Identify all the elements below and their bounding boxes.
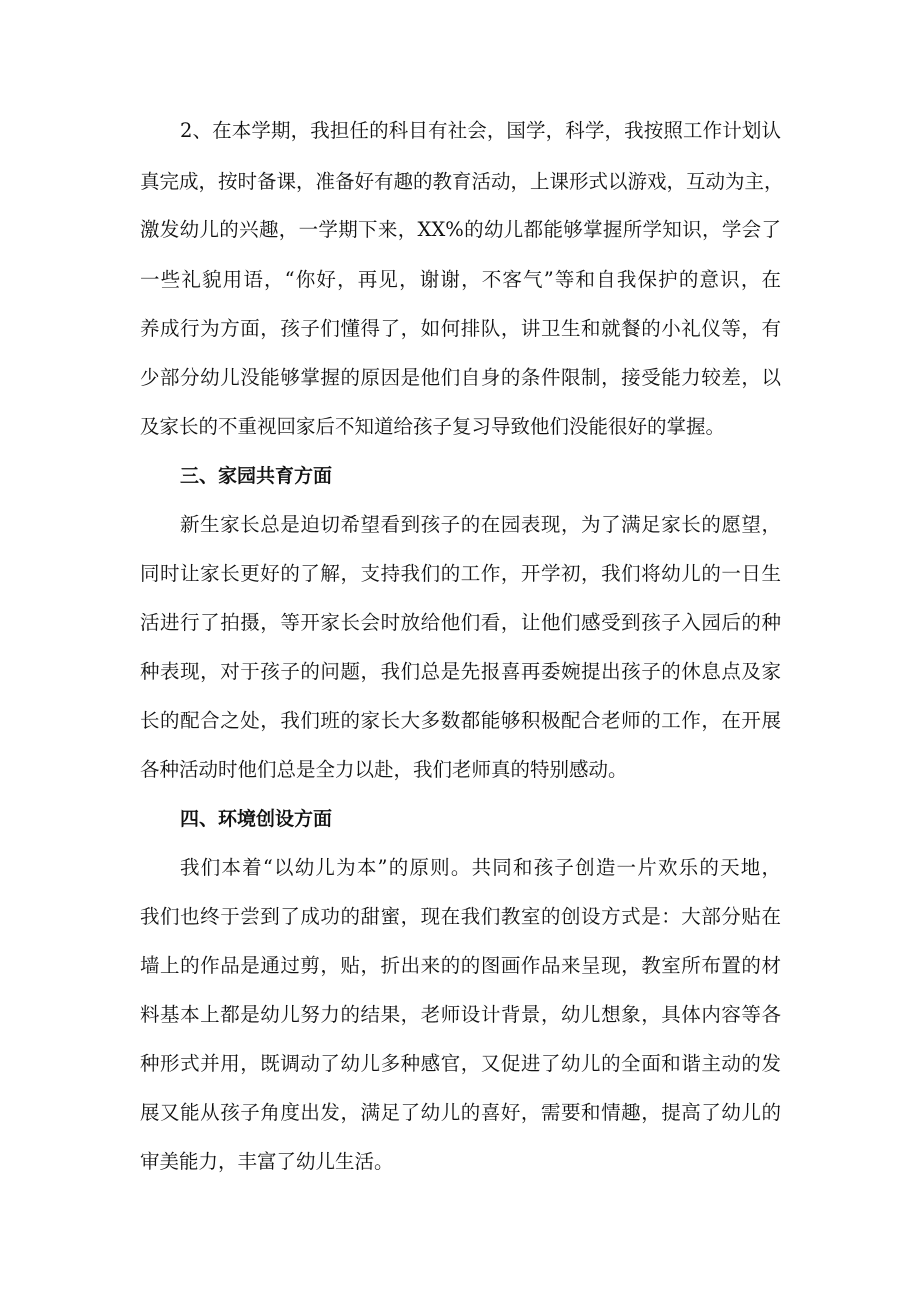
paragraph-line: 料基本上都是幼儿努力的结果，老师设计背景，幼儿想象，具体内容等各: [140, 1003, 781, 1026]
paragraph-line: 养成行为方面，孩子们懂得了，如何排队，讲卫生和就餐的小礼仪等，有: [140, 317, 781, 340]
paragraph-line: 新生家长总是迫切希望看到孩子的在园表现，为了满足家长的愿望，: [180, 513, 781, 536]
paragraph-line: 真完成，按时备课，准备好有趣的教育活动，上课形式以游戏，互动为主，: [140, 170, 784, 193]
section-heading: 三、家园共育方面: [180, 465, 333, 487]
paragraph-line: 种形式并用，既调动了幼儿多种感官，又促进了幼儿的全面和谐主动的发: [140, 1052, 781, 1075]
paragraph-line: 一些礼貌用语，“你好，再见，谢谢，不客气”等和自我保护的意识，在: [140, 268, 781, 291]
paragraph-line: 墙上的作品是通过剪，贴，折出来的的图画作品来呈现，教室所布置的材: [140, 954, 781, 977]
paragraph-line: 长的配合之处，我们班的家长大多数都能够积极配合老师的工作，在开展: [140, 709, 781, 732]
paragraph-line: 少部分幼儿没能够掌握的原因是他们自身的条件限制，接受能力较差，以: [140, 366, 781, 389]
section-heading: 四、环境创设方面: [180, 808, 333, 830]
paragraph-line: 及家长的不重视回家后不知道给孩子复习导致他们没能很好的掌握。: [140, 415, 726, 438]
paragraph-line: 展又能从孩子角度出发，满足了幼儿的喜好，需要和情趣，提高了幼儿的: [140, 1101, 781, 1124]
paragraph-line: 种表现，对于孩子的问题，我们总是先报喜再委婉提出孩子的休息点及家: [140, 660, 781, 683]
paragraph-line: 我们也终于尝到了成功的甜蜜，现在我们教室的创设方式是：大部分贴在: [140, 905, 781, 928]
paragraph-line: 我们本着“以幼儿为本”的原则。共同和孩子创造一片欢乐的天地，: [180, 856, 781, 879]
paragraph-line: 激发幼儿的兴趣，一学期下来，XX%的幼儿都能够掌握所学知识，学会了: [140, 218, 781, 241]
paragraph-line: 各种活动时他们总是全力以赴，我们老师真的特别感动。: [140, 758, 628, 781]
paragraph-line: 2、在本学期，我担任的科目有社会，国学，科学，我按照工作计划认: [180, 119, 781, 142]
paragraph-line: 活进行了拍摄，等开家长会时放给他们看，让他们感受到孩子入园后的种: [140, 611, 781, 634]
paragraph-line: 同时让家长更好的了解，支持我们的工作，开学初，我们将幼儿的一日生: [140, 562, 781, 585]
paragraph-line: 审美能力，丰富了幼儿生活。: [140, 1150, 394, 1173]
